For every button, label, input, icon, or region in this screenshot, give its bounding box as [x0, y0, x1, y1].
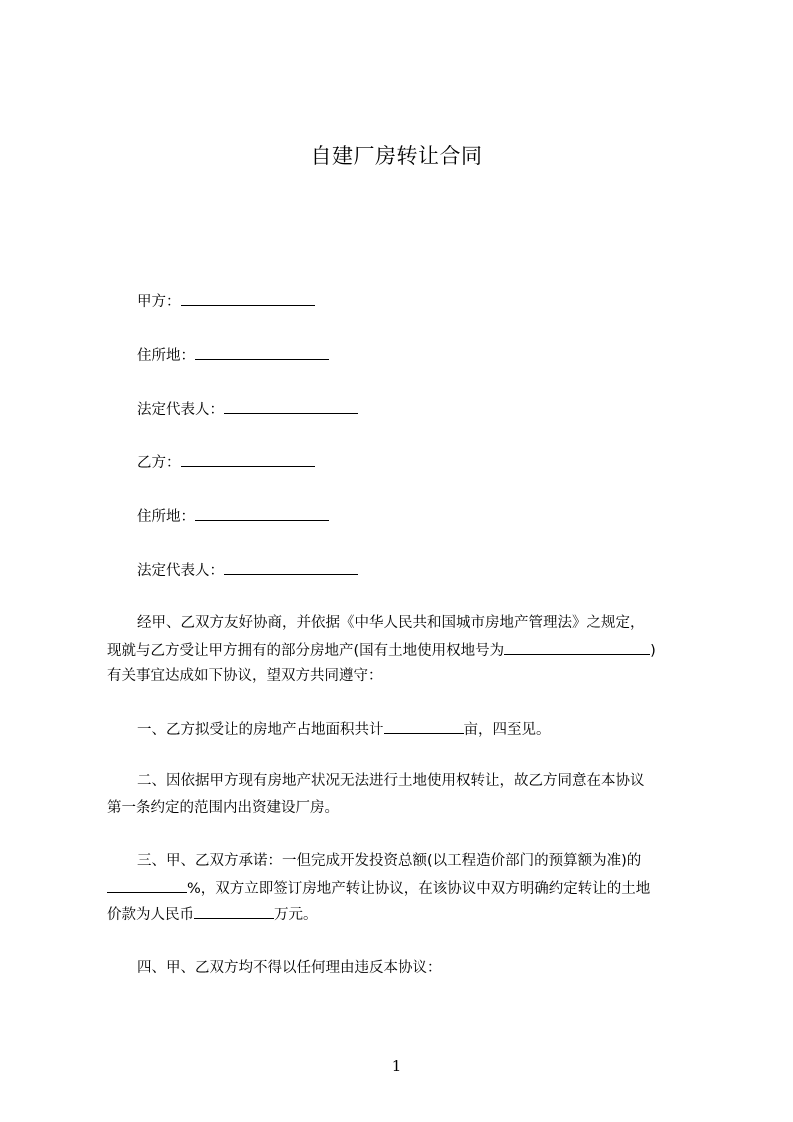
clause-3-line-1: 三、甲、乙双方承诺：一但完成开发投资总额(以工程造价部门的预算额为准)的	[137, 853, 642, 869]
investment-percent-blank[interactable]	[107, 878, 187, 893]
preamble-line-1: 经甲、乙双方友好协商，并依据《中华人民共和国城市房地产管理法》之规定，	[137, 615, 645, 631]
clause-3-line-2-text: %，双方立即签订房地产转让协议，在该协议中双方明确约定转让的土地	[187, 881, 651, 897]
party-b-blank[interactable]	[181, 452, 315, 467]
clause-1	[137, 719, 551, 740]
clause-3-line-3	[107, 904, 318, 925]
party-a-rep-label: 法定代表人：	[137, 402, 224, 418]
land-price-blank[interactable]	[194, 904, 274, 919]
party-b-address-blank[interactable]	[195, 506, 329, 521]
party-b-label: 乙方：	[137, 455, 181, 471]
land-area-blank[interactable]	[384, 719, 464, 734]
party-a-address-label: 住所地：	[137, 348, 195, 364]
clause-1-text: 一、乙方拟受让的房地产占地面积共计	[137, 722, 384, 738]
clause-2-line-2: 第一条约定的范围内出资建设厂房。	[107, 800, 339, 816]
party-a-field	[137, 291, 315, 312]
party-b-address-field	[137, 506, 329, 527]
party-b-rep-field	[137, 560, 358, 581]
clause-2-line-1: 二、因依据甲方现有房地产状况无法进行土地使用权转让，故乙方同意在本协议	[137, 773, 645, 789]
party-a-address-field	[137, 345, 329, 366]
land-number-blank[interactable]	[504, 640, 650, 655]
clause-1-tail: 亩，四至见。	[463, 722, 551, 738]
document-title: 自建厂房转让合同	[310, 144, 483, 168]
party-b-rep-blank[interactable]	[224, 560, 358, 575]
party-a-rep-blank[interactable]	[224, 399, 358, 414]
page-number: 1	[391, 1057, 402, 1075]
party-b-rep-label: 法定代表人：	[137, 563, 224, 579]
party-a-address-blank[interactable]	[195, 345, 329, 360]
party-b-address-label: 住所地：	[137, 509, 195, 525]
party-a-blank[interactable]	[181, 291, 315, 306]
clause-3-line-3-tail: 万元。	[274, 907, 318, 923]
clause-4-line-1: 四、甲、乙双方均不得以任何理由违反本协议：	[137, 960, 442, 976]
party-b-field	[137, 452, 315, 473]
preamble-line-3: 有关事宜达成如下协议，望双方共同遵守：	[107, 668, 383, 684]
party-a-label: 甲方：	[137, 294, 181, 310]
preamble-line-2-text: 现就与乙方受让甲方拥有的部分房地产(国有土地使用权地号为	[107, 643, 505, 659]
clause-3-line-2	[107, 878, 650, 899]
party-a-rep-field	[137, 399, 358, 420]
preamble-line-2	[107, 640, 656, 661]
clause-3-line-3-text: 价款为人民币	[107, 907, 194, 923]
preamble-line-2-close: )	[650, 643, 656, 659]
